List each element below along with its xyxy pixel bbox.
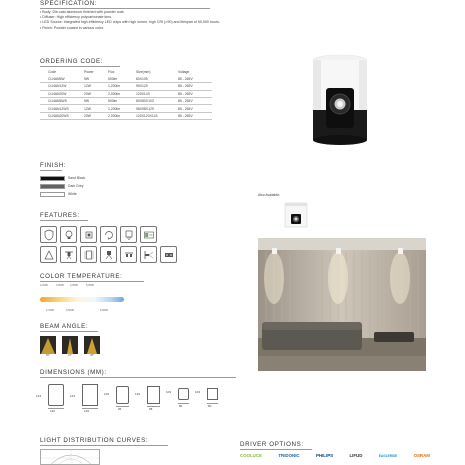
dimension-item <box>166 382 196 414</box>
beam-narrow-icon <box>62 336 78 354</box>
specification-list <box>40 10 220 31</box>
dimensions-divider <box>40 377 236 378</box>
dimension-width: 98 <box>149 407 153 411</box>
table-row <box>40 98 212 105</box>
table-cell: 98X98X129 <box>136 105 178 112</box>
dimension-item <box>104 382 141 414</box>
dimension-height: 143 <box>36 394 42 398</box>
table-cell: 85 - 265V <box>178 83 212 90</box>
table-cell: CLNAN12W <box>40 83 84 90</box>
table-cell: 120X143 <box>136 90 178 97</box>
cct-gradient-bar <box>40 297 124 302</box>
table-cell: 500lm <box>108 98 136 105</box>
finish-label: White <box>68 192 77 196</box>
features-heading: FEATURES: <box>40 212 80 219</box>
light-distribution-heading: LIGHT DISTRIBUTION CURVES: <box>40 437 149 444</box>
ceiling-mount-icon <box>60 246 77 263</box>
table-cell: 80X80X103 <box>136 98 178 105</box>
cylinder-drawing <box>178 388 189 400</box>
col-size: Size(mm) <box>136 69 151 74</box>
philips-logo: PHILIPS <box>315 453 334 458</box>
table-cell: CLNAN5WS <box>40 98 84 105</box>
table-cell: 20W <box>84 90 108 97</box>
col-voltage: Voltage <box>178 69 190 74</box>
dimension-item <box>135 382 172 414</box>
chip-icon <box>80 226 97 243</box>
dimension-height: 129 <box>104 392 110 396</box>
driver-icon <box>160 246 177 263</box>
beam-item <box>84 336 100 357</box>
table-cell: 85 - 265V <box>178 90 212 97</box>
square-drawing <box>147 386 160 404</box>
spec-line: • LED Source: Integrated high-efficiency LED chips with high lumen, high CRI (>90) and lifespan of 50,000 hours. <box>40 20 220 25</box>
driver-logos <box>240 453 430 458</box>
col-flux: Flux <box>108 69 115 74</box>
table-cell: 5W <box>84 75 108 82</box>
table-cell: CLNAN12WS <box>40 105 84 112</box>
track-icon <box>120 246 137 263</box>
beam-label: 50° <box>46 354 50 357</box>
cct-label: 6,500K <box>100 309 109 312</box>
beam-angle-list <box>40 336 100 357</box>
finish-swatch <box>40 176 65 181</box>
application-photo <box>258 238 426 371</box>
surface-variant-image <box>284 202 308 228</box>
product-image <box>310 52 370 152</box>
table-cell: CLNAN5W <box>40 75 84 82</box>
finish-list <box>40 174 85 198</box>
table-row <box>40 105 212 112</box>
dimension-item <box>195 382 225 414</box>
energy-rating-icon <box>140 226 157 243</box>
beam-angle-heading: BEAM ANGLE: <box>40 323 89 330</box>
table-cell: 12W <box>84 105 108 112</box>
dimension-height: 129 <box>135 392 141 396</box>
finish-divider <box>40 170 62 171</box>
dimension-height: 103 <box>195 390 201 394</box>
bulb-icon <box>60 226 77 243</box>
cylinder-drawing <box>116 386 129 404</box>
finish-heading: FINISH: <box>40 162 67 169</box>
spec-line: • Diffuser: High efficiency polycarbonate lens. <box>40 15 113 20</box>
features-divider <box>40 220 88 221</box>
beam-medium-icon <box>84 336 100 354</box>
lamp-icon <box>120 226 137 243</box>
beam-angle-divider <box>40 331 98 332</box>
tridonic-logo: TRIDONIC <box>278 453 300 458</box>
finish-item-sand-black <box>40 174 85 182</box>
table-cell: 120X120X143 <box>136 112 178 119</box>
table-row <box>40 90 212 97</box>
beam-label: 38° <box>90 354 94 357</box>
features-grid <box>40 226 180 263</box>
ordering-header-row <box>40 68 212 75</box>
table-cell: 500lm <box>108 75 136 82</box>
col-code: Code <box>48 69 57 74</box>
beam-wide-icon <box>40 336 56 354</box>
dimension-width: 120 <box>50 409 56 413</box>
table-cell: CLNAN20W <box>40 90 84 97</box>
table-cell: 85 - 265V <box>178 75 212 82</box>
ordering-heading: ORDERING CODE: <box>40 58 104 65</box>
table-cell: 2,000lm <box>108 112 136 119</box>
finish-item-dark-grey <box>40 182 85 190</box>
color-temperature-scale <box>40 284 126 316</box>
light-distribution-divider <box>40 445 168 446</box>
beam-label: 24° <box>68 354 72 357</box>
table-cell: 12W <box>84 83 108 90</box>
beam-item <box>40 336 56 357</box>
cooluce-logo: COOLUCE <box>240 453 262 458</box>
dimensions-heading: DIMENSIONS (MM): <box>40 369 107 376</box>
cct-label: 2,200K <box>40 284 49 287</box>
cct-label: 3,500K <box>66 309 75 312</box>
spec-line: • Finish: Powder coated in various color. <box>40 25 104 30</box>
color-temperature-heading: COLOR TEMPERATURE: <box>40 273 123 280</box>
specification-divider <box>40 8 210 9</box>
table-cell: 2,000lm <box>108 90 136 97</box>
dimension-width: 80 <box>179 404 183 408</box>
finish-item-white <box>40 190 85 198</box>
driver-options-heading: DRIVER OPTIONS: <box>240 441 304 448</box>
cct-label: 2,700K <box>46 309 55 312</box>
square-drawing <box>82 384 98 406</box>
dimensions-icon <box>80 246 97 263</box>
ordering-divider <box>40 66 120 67</box>
beam-icon <box>40 246 57 263</box>
table-cell: 20W <box>84 112 108 119</box>
also-available-label: Also Available: <box>258 193 280 197</box>
table-cell: 1,200lm <box>108 105 136 112</box>
spec-line: • Body: Die-cast aluminum finished with powder coat. <box>40 10 125 14</box>
rotate-icon <box>100 226 117 243</box>
table-cell: 5W <box>84 98 108 105</box>
cct-label: 4,000K <box>70 284 79 287</box>
table-cell: 85 - 265V <box>178 98 212 105</box>
cct-label: 3,000K <box>56 284 65 287</box>
finish-swatch <box>40 192 65 197</box>
cylinder-drawing <box>48 384 64 406</box>
dimension-width: 95 <box>118 407 122 411</box>
table-cell: 80X105 <box>136 75 178 82</box>
finish-label: Dark Grey <box>68 184 84 188</box>
dimension-width: 80 <box>208 404 212 408</box>
specification-heading: SPECIFICATION: <box>40 0 98 7</box>
table-row <box>40 83 212 90</box>
distribution-curve-chart <box>40 449 100 465</box>
color-temperature-divider <box>40 281 144 282</box>
eaglerise-logo: EAGLERISE <box>378 453 398 458</box>
beam-item <box>62 336 78 357</box>
table-cell: 95X129 <box>136 83 178 90</box>
table-row <box>40 75 212 82</box>
table-cell: 85 - 265V <box>178 105 212 112</box>
wall-mount-icon <box>140 246 157 263</box>
osram-logo: OSRAM <box>413 453 430 458</box>
square-drawing <box>207 388 218 400</box>
table-row <box>40 112 212 119</box>
finish-swatch <box>40 184 65 189</box>
finish-label: Sand Black <box>68 176 86 180</box>
spotlight-icon <box>100 246 117 263</box>
dimension-height: 103 <box>166 390 172 394</box>
col-power: Power <box>84 69 94 74</box>
table-cell: 85 - 265V <box>178 112 212 119</box>
driver-options-divider <box>240 449 312 450</box>
shield-icon <box>40 226 57 243</box>
cct-label: 5,000K <box>86 284 95 287</box>
table-cell: 1,200lm <box>108 83 136 90</box>
ordering-table <box>40 68 212 120</box>
dimension-width: 120 <box>84 409 90 413</box>
table-cell: CLNAN20WS <box>40 112 84 119</box>
lifud-logo: LIFUD <box>349 453 363 458</box>
dimension-height: 143 <box>70 394 76 398</box>
